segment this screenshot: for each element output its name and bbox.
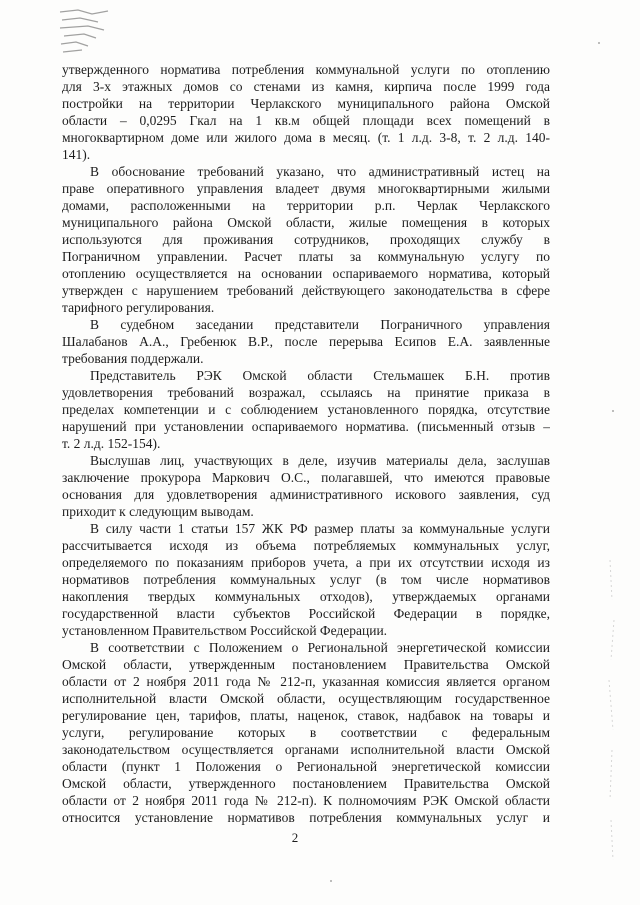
text-line: отоплению осуществляется на основании оспариваемого норматива, который: [62, 266, 550, 281]
text-line: праве оперативного управления владеет двумя многоквартирными жилыми: [62, 181, 550, 196]
text-line: многоквартирном доме или жилого дома в месяц. (т. 1 л.д. 3-8, т. 2 л.д. 140-: [62, 130, 550, 145]
text-line: нормативов потребления коммунальных услуг (в том числе нормативов: [62, 572, 550, 587]
text-line: постройки на территории Черлакского муниципального района Омской: [62, 96, 550, 111]
text-line: заключение прокурора Маркович О.С., полагавшей, что имеются правовые: [62, 470, 550, 485]
text-line: В силу части 1 статьи 157 ЖК РФ размер платы за коммунальные услуги: [90, 521, 550, 536]
page-number: 2: [291, 830, 299, 845]
text-line: основания для удовлетворения административного искового заявления, суд: [62, 487, 550, 502]
text-line: услуги, регулирование которых в соответствии с федеральным: [62, 725, 550, 740]
text-line: Шалабанов А.А., Гребенюк В.Р., после перерыва Есипов Е.А. заявленные: [62, 334, 550, 349]
text-line: используются для проживания сотрудников, проходящих службу в: [62, 232, 550, 247]
text-line: Омской области, утвержденного постановлением Правительства Омской: [62, 776, 550, 791]
text-line: пределах компетенции и с соблюдением установленного порядка, отсутствие: [62, 402, 550, 417]
text-line: определяемого по показаниям приборов учета, а при их отсутствии исходя из: [62, 555, 550, 570]
text-line: для 3-х этажных домов со стенами из камня, кирпича после 1999 года: [62, 79, 550, 94]
text-line: муниципального района Омской области, жилые помещения в которых: [62, 215, 550, 230]
text-line: рассчитывается исходя из объема потребляемых коммунальных услуг,: [62, 538, 550, 553]
text-line: утвержденного норматива потребления коммунальной услуги по отоплению: [62, 62, 550, 77]
text-line: утвержден с нарушением требований действующего законодательства в сфере: [62, 283, 550, 298]
text-line: Пограничном управлении. Расчет платы за коммунальную услугу по: [62, 249, 550, 264]
text-line: В обоснование требований указано, что административный истец на: [90, 164, 550, 179]
scan-speck: [598, 42, 600, 44]
text-line: установленном Правительством Российской Федерации.: [62, 623, 388, 638]
text-line: тарифного регулирования.: [62, 300, 215, 315]
text-line: законодательством осуществляется органами исполнительной власти Омской: [62, 742, 550, 757]
text-line: регулирование цен, тарифов, платы, наценок, ставок, надбавок на товары и: [62, 708, 550, 723]
text-line: В соответствии с Положением о Региональной энергетической комиссии: [90, 640, 550, 655]
text-line: домами, расположенными на территории р.п. Черлак Черлакского: [62, 198, 550, 213]
text-line: Представитель РЭК Омской области Стельмашек Б.Н. против: [90, 368, 550, 383]
text-line: области от 2 ноября 2011 года № 212-п). К полномочиям РЭК Омской области: [62, 793, 550, 808]
scan-speck: [330, 880, 332, 882]
text-line: государственной власти субъектов Российской Федерации в порядке,: [62, 606, 550, 621]
text-line: Выслушав лиц, участвующих в деле, изучив материалы дела, заслушав: [90, 453, 550, 468]
text-line: приходит к следующим выводам.: [62, 504, 254, 519]
text-line: исполнительной власти Омской области, осуществляющим государственное: [62, 691, 550, 706]
text-line: Омской области, утвержденным постановлением Правительства Омской: [62, 657, 550, 672]
text-line: накопления твердых коммунальных отходов), утверждаемых органами: [62, 589, 550, 604]
text-line: т. 2 л.д. 152-154).: [62, 436, 161, 451]
text-line: требования поддержали.: [62, 351, 204, 366]
text-line: относится установление нормативов потребления коммунальных услуг и: [62, 810, 550, 825]
text-line: области – 0,0295 Гкал на 1 кв.м общей площади всех помещений в: [62, 113, 550, 128]
text-line: В судебном заседании представители Пограничного управления: [90, 317, 550, 332]
text-line: 141).: [62, 147, 91, 162]
text-line: удовлетворения требований возражал, ссылаясь на принятие приказа в: [62, 385, 550, 400]
text-line: нарушений при установлении оспариваемого норматива. (письменный отзыв –: [62, 419, 550, 434]
text-line: области (пункт 1 Положения о Региональной энергетической комиссии: [62, 759, 550, 774]
text-line: области от 2 ноября 2011 года № 212-п, указанная комиссия является органом: [62, 674, 550, 689]
scan-speck: [612, 410, 614, 412]
